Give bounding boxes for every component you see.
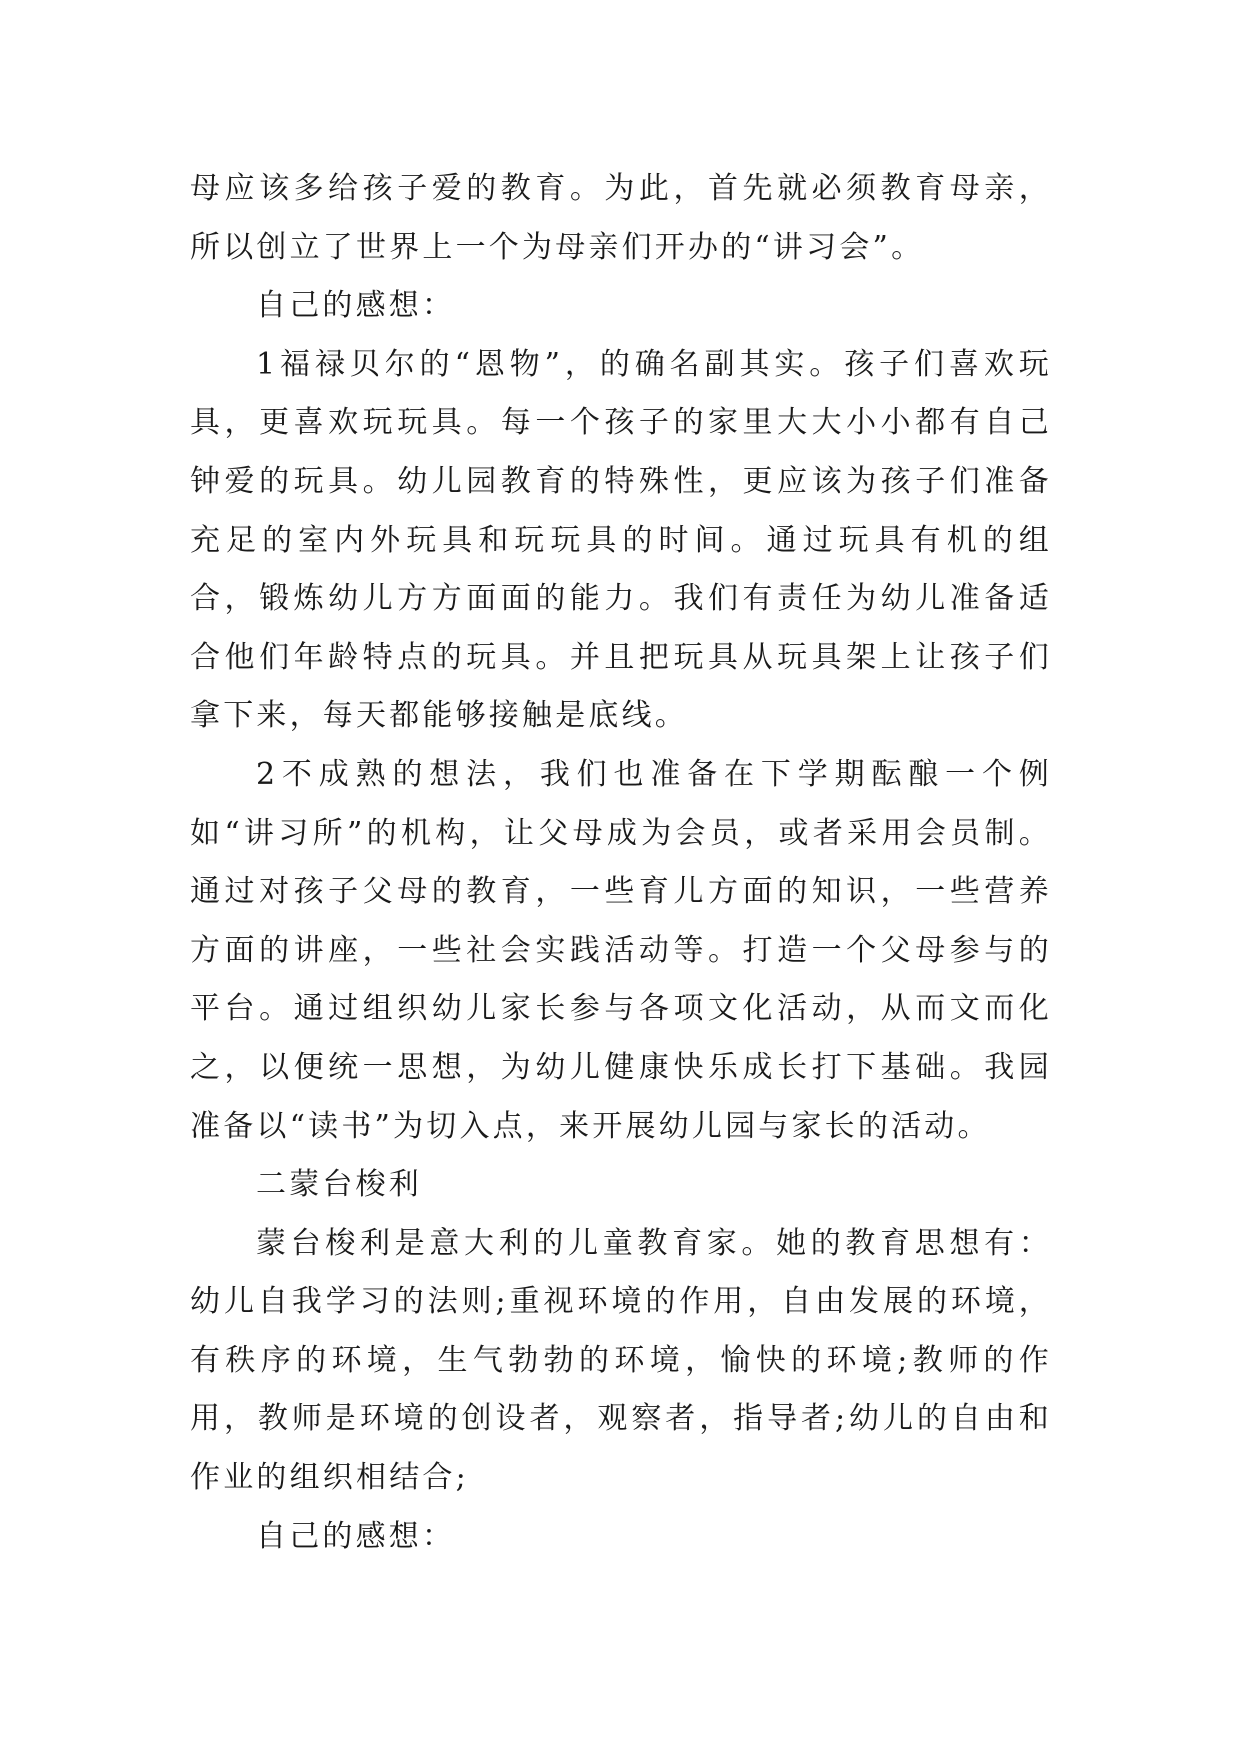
paragraph: 蒙台梭利是意大利的儿童教育家。她的教育思想有：幼儿自我学习的法则;重视环境的作用，自由发展的环境，有秩序的环境，生气勃勃的环境，愉快的环境;教师的作用，教师是环境的创设者，观察者，指导者;幼儿的自由和作业的组织相结合; [190, 1225, 1052, 1496]
paragraph: 自己的感想： [256, 288, 456, 324]
paragraph: 母应该多给孩子爱的教育。为此，首先就必须教育母亲，所以创立了世界上一个为母亲们开办的“讲习会”。 [190, 171, 1052, 265]
paragraph: 自己的感想： [256, 1518, 456, 1554]
paragraph: 2不成熟的想法，我们也准备在下学期酝酿一个例如“讲习所”的机构，让父母成为会员，或者采用会员制。通过对孩子父母的教育，一些育儿方面的知识，一些营养方面的讲座，一些社会实践活动等。打造一个父母参与的平台。通过组织幼儿家长参与各项文化活动，从而文而化之，以便统一思想，为幼儿健康快乐成长打下基础。我园准备以“读书”为切入点，来开展幼儿园与家长的活动。 [190, 756, 1052, 1144]
document-body [190, 160, 1052, 1566]
paragraph: 1福禄贝尔的“恩物”，的确名副其实。孩子们喜欢玩具，更喜欢玩玩具。每一个孩子的家里大大小小都有自己钟爱的玩具。幼儿园教育的特殊性，更应该为孩子们准备充足的室内外玩具和玩玩具的时间。通过玩具有机的组合，锻炼幼儿方方面面的能力。我们有责任为幼儿准备适合他们年龄特点的玩具。并且把玩具从玩具架上让孩子们拿下来，每天都能够接触是底线。 [190, 346, 1052, 734]
section-heading: 二蒙台梭利 [256, 1167, 422, 1203]
